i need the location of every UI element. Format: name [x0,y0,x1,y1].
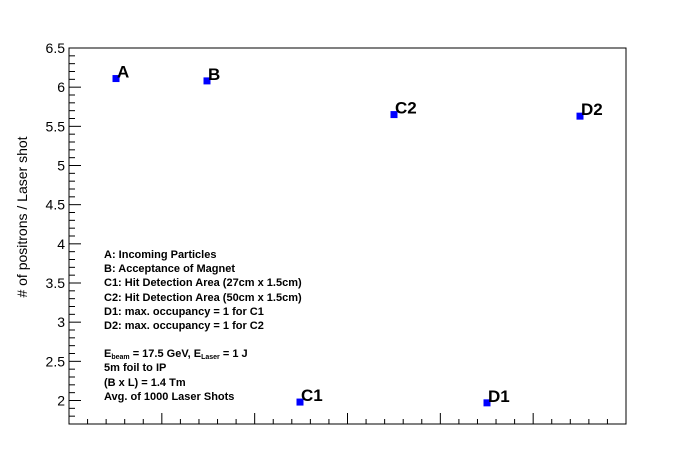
energy-mid: = 17.5 GeV, E [129,348,202,360]
y-tick-label: 4.5 [45,196,65,213]
energy-e: E [104,348,112,360]
point-label: D2 [581,100,603,120]
beam-sub: beam [111,354,130,361]
point-label: C1 [301,386,323,406]
energy-tail: = 1 J [219,348,248,360]
laser-sub: Laser [201,354,220,361]
y-tick-label: 5 [57,157,65,174]
y-tick-label: 6 [57,79,65,96]
point-label: A [117,62,130,82]
foil-line: 5m foil to IP [104,362,167,374]
shots-line: Avg. of 1000 Laser Shots [104,391,235,403]
y-tick-label: 5.5 [45,118,65,135]
y-tick-label: 2.5 [45,353,65,370]
field-line: (B x L) = 1.4 Tm [104,377,186,389]
legend-line: A: Incoming Particles [104,249,217,261]
y-tick-label: 6.5 [45,40,65,56]
y-axis-label: # of positrons / Laser shot [14,136,30,298]
y-tick-label: 4 [57,235,65,252]
legend-line: D2: max. occupancy = 1 for C2 [104,320,264,332]
legend-line: C2: Hit Detection Area (50cm x 1.5cm) [104,292,302,304]
point-label: D1 [488,386,510,406]
legend-line: D1: max. occupancy = 1 for C1 [104,306,264,318]
point-label: B [208,64,221,84]
legend-line: C1: Hit Detection Area (27cm x 1.5cm) [104,277,302,289]
legend-line: B: Acceptance of Magnet [104,263,236,275]
y-tick-label: 3.5 [45,275,65,291]
point-label: C2 [395,98,417,118]
y-tick-label: 2 [57,392,65,409]
y-tick-label: 3 [57,314,65,331]
